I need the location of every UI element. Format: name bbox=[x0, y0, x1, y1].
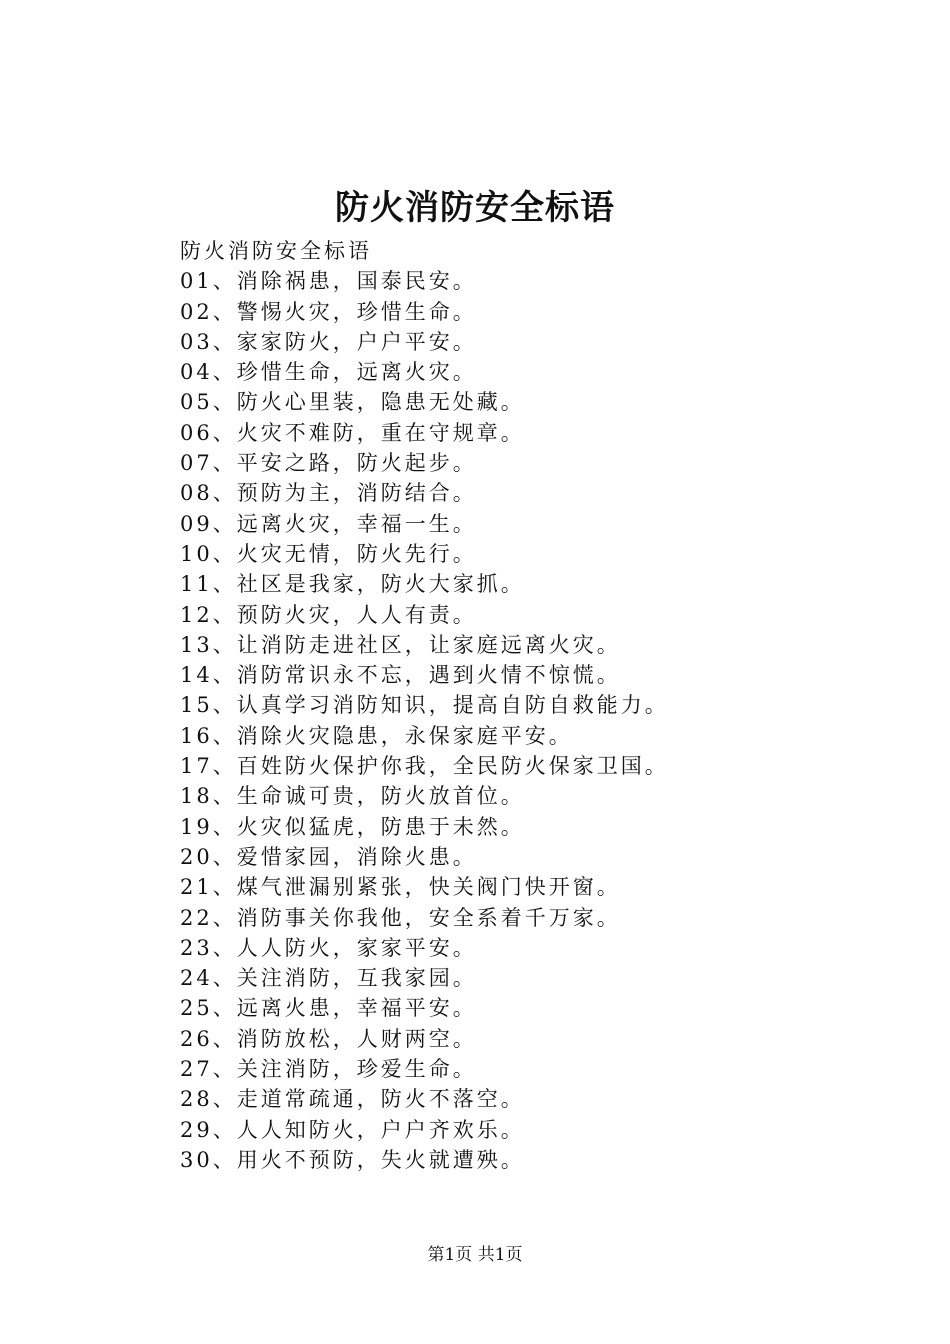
slogan-item: 23、人人防火，家家平安。 bbox=[180, 935, 477, 960]
document-title: 防火消防安全标语 bbox=[335, 188, 615, 228]
slogan-item: 12、预防火灾，人人有责。 bbox=[180, 602, 477, 627]
slogan-item: 25、远离火患，幸福平安。 bbox=[180, 996, 477, 1021]
document-subtitle: 防火消防安全标语 bbox=[180, 239, 372, 263]
slogan-item: 18、生命诚可贵，防火放首位。 bbox=[180, 784, 525, 809]
document-body bbox=[180, 236, 800, 1175]
slogan-item: 19、火灾似猛虎，防患于未然。 bbox=[180, 814, 525, 839]
slogan-item: 28、走道常疏通，防火不落空。 bbox=[180, 1087, 525, 1112]
slogan-item: 14、消防常识永不忘，遇到火情不惊慌。 bbox=[180, 663, 621, 688]
slogan-item: 10、火灾无情，防火先行。 bbox=[180, 541, 477, 566]
slogan-item: 08、预防为主，消防结合。 bbox=[180, 481, 477, 506]
slogan-item: 05、防火心里装，隐患无处藏。 bbox=[180, 390, 525, 415]
slogan-item: 26、消防放松，人财两空。 bbox=[180, 1026, 477, 1051]
slogan-item: 15、认真学习消防知识，提高自防自救能力。 bbox=[180, 693, 669, 718]
slogan-item: 01、消除祸患，国泰民安。 bbox=[180, 269, 477, 294]
slogan-list bbox=[180, 266, 800, 1175]
slogan-item: 17、百姓防火保护你我，全民防火保家卫国。 bbox=[180, 754, 669, 779]
slogan-item: 09、远离火灾，幸福一生。 bbox=[180, 511, 477, 536]
slogan-item: 20、爱惜家园，消除火患。 bbox=[180, 844, 477, 869]
slogan-item: 02、警惕火灾，珍惜生命。 bbox=[180, 299, 477, 324]
slogan-item: 21、煤气泄漏别紧张，快关阀门快开窗。 bbox=[180, 875, 621, 900]
slogan-item: 11、社区是我家，防火大家抓。 bbox=[180, 572, 525, 597]
slogan-item: 30、用火不预防，失火就遭殃。 bbox=[180, 1147, 525, 1172]
slogan-item: 13、让消防走进社区，让家庭远离火灾。 bbox=[180, 632, 621, 657]
slogan-item: 16、消除火灾隐患，永保家庭平安。 bbox=[180, 723, 573, 748]
page-number-footer: 第1页 共1页 bbox=[427, 1245, 523, 1265]
slogan-item: 22、消防事关你我他，安全系着千万家。 bbox=[180, 905, 621, 930]
slogan-item: 07、平安之路，防火起步。 bbox=[180, 451, 477, 476]
slogan-item: 06、火灾不难防，重在守规章。 bbox=[180, 420, 525, 445]
slogan-item: 27、关注消防，珍爱生命。 bbox=[180, 1057, 477, 1082]
slogan-item: 24、关注消防，互我家园。 bbox=[180, 966, 477, 991]
slogan-item: 03、家家防火，户户平安。 bbox=[180, 329, 477, 354]
slogan-item: 04、珍惜生命，远离火灾。 bbox=[180, 360, 477, 385]
slogan-item: 29、人人知防火，户户齐欢乐。 bbox=[180, 1117, 525, 1142]
